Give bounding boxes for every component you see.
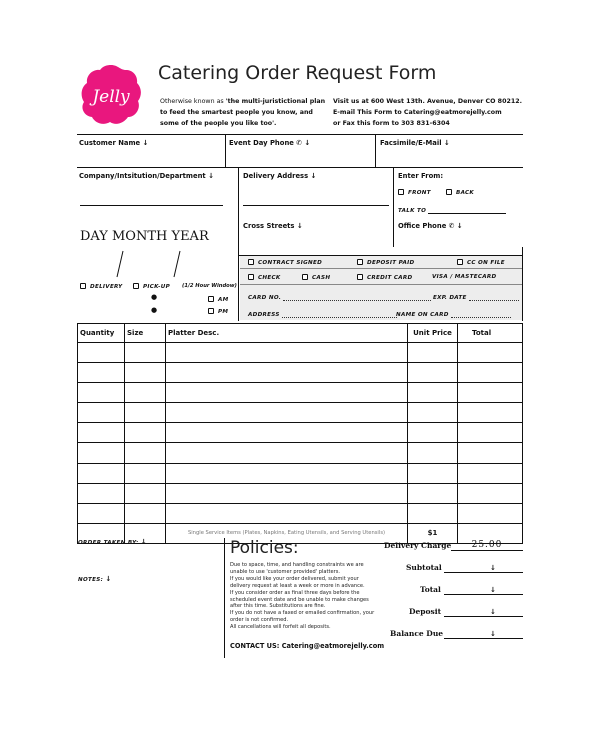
talk-to-label: TALK TO <box>398 206 506 214</box>
policies-title: Policies: <box>230 538 299 558</box>
contact-info <box>333 96 528 129</box>
back-option[interactable]: BACK <box>446 189 474 196</box>
credit-card-option[interactable]: CREDIT CARD <box>357 274 412 281</box>
visit-fax: or Fax this form to 303 831-6304 <box>333 120 450 127</box>
header-size: Size <box>125 324 166 343</box>
balance-due-field[interactable] <box>444 629 523 639</box>
table-row <box>78 503 523 523</box>
table-row <box>78 383 523 403</box>
header-unit-price: Unit Price <box>408 324 458 343</box>
table-row <box>78 343 523 363</box>
down-arrow-icon: ↓ <box>490 630 496 638</box>
policy-item: Due to space, time, and handling constraints we are unable to use 'customer provided' platters. <box>230 562 364 575</box>
phone-icon: ✆ <box>296 139 302 147</box>
event-day-phone-field[interactable] <box>229 150 371 162</box>
card-no-label: CARD NO. <box>248 293 431 301</box>
delivery-charge-label: Delivery Charge <box>384 541 452 550</box>
front-checkbox <box>398 189 404 195</box>
policy-item: If you consider order as final three days before the scheduled event date and be unable to make changes after this time. Substitutions are fine. <box>230 589 369 610</box>
event-day-phone-label: Event Day Phone ✆ ↓ <box>229 139 311 147</box>
policy-item: All cancellations will forfeit all deposits. <box>230 624 331 631</box>
table-row <box>78 363 523 383</box>
cash-option[interactable]: CASH <box>302 274 330 281</box>
jelly-logo <box>78 62 144 128</box>
check-checkbox <box>248 274 254 280</box>
exp-date-label: EXP. DATE <box>433 293 519 301</box>
tagline <box>160 96 328 129</box>
company-label: Company/Intsitution/Department ↓ <box>79 172 214 180</box>
enter-from-label: Enter From: <box>398 172 444 180</box>
policy-item: If you would like your order delivered, submit your delivery request at least a week or more in advance. <box>230 575 365 589</box>
table-row <box>78 443 523 463</box>
credit-card-checkbox <box>357 274 363 280</box>
facsimile-field[interactable] <box>380 150 520 162</box>
date-heading: DAY MONTH YEAR <box>80 229 209 244</box>
pm-option[interactable]: PM <box>208 308 228 315</box>
customer-name-label: Customer Name ↓ <box>79 139 149 147</box>
office-phone-field[interactable] <box>398 232 518 244</box>
down-arrow-icon: ↓ <box>490 608 496 616</box>
table-row <box>78 423 523 443</box>
back-checkbox <box>446 189 452 195</box>
visit-email: E-mail This Form to Catering@eatmorejelly.com <box>333 109 502 116</box>
delivery-charge-value[interactable]: 25.00 <box>451 540 523 551</box>
deposit-paid-checkbox <box>357 259 363 265</box>
pickup-checkbox <box>133 283 139 289</box>
contract-signed-option[interactable]: CONTRACT SIGNED <box>248 259 322 266</box>
single-service-price: $1 <box>408 523 458 543</box>
front-option[interactable]: FRONT <box>398 189 431 196</box>
deposit-paid-option[interactable]: DEPOSIT PAID <box>357 259 414 266</box>
down-arrow-icon: ↓ <box>490 564 496 572</box>
bullet-icon: ● <box>151 306 158 314</box>
form-title: Catering Order Request Form <box>158 62 437 84</box>
notes-label: NOTES: ↓ <box>78 575 112 583</box>
pm-checkbox <box>208 308 214 314</box>
delivery-address-field[interactable] <box>243 190 389 204</box>
pickup-option[interactable]: PICK-UP <box>133 283 170 290</box>
date-slashes <box>110 250 190 280</box>
company-field[interactable] <box>80 192 223 204</box>
delivery-checkbox <box>80 283 86 289</box>
subtotal-label: Subtotal <box>406 563 442 572</box>
cash-checkbox <box>302 274 308 280</box>
phone-icon: ✆ <box>448 222 455 230</box>
header-platter-desc: Platter Desc. <box>166 324 408 343</box>
order-taken-by-label: ORDER TAKEN BY: ↓ <box>78 538 147 546</box>
tagline-quote: 'the multi-juristictional plan to feed the smartest people you know, and some of the people you like too'. <box>160 98 326 127</box>
address-label: ADDRESS <box>248 310 397 318</box>
hour-window-note: (1/2 Hour Window) <box>182 283 237 289</box>
visit-address: Visit us at 600 West 13th. Avenue, Denver CO 80212. <box>333 98 522 105</box>
down-arrow-icon: ↓ <box>490 586 496 594</box>
table-row <box>78 463 523 483</box>
down-arrow-icon: ↓ <box>142 139 149 147</box>
name-on-card-field[interactable] <box>451 310 511 318</box>
policy-item: If you do not have a faxed or emailed confirmation, your order is not confirmed. <box>230 610 375 624</box>
contact-email: CONTACT US: Catering@eatmorejelly.com <box>230 642 385 650</box>
subtotal-field[interactable] <box>444 563 523 573</box>
deposit-label: Deposit <box>409 607 442 616</box>
cross-streets-label: Cross Streets ↓ <box>243 222 303 230</box>
address-field[interactable] <box>282 310 397 318</box>
am-option[interactable]: AM <box>208 296 229 303</box>
policies-list <box>230 562 380 631</box>
single-service-label: Single Service Items (Plates, Napkins, Eating Utensils, and Serving Utensils) <box>166 523 408 543</box>
exp-date-field[interactable] <box>469 293 519 301</box>
check-option[interactable]: CHECK <box>248 274 281 281</box>
header-total: Total <box>458 324 523 343</box>
cc-on-file-checkbox <box>457 259 463 265</box>
delivery-address-label: Delivery Address ↓ <box>243 172 317 180</box>
name-on-card-label: NAME ON CARD <box>396 310 511 318</box>
balance-due-label: Balance Due <box>390 629 444 638</box>
contract-signed-checkbox <box>248 259 254 265</box>
tagline-prefix: Otherwise known as <box>160 98 226 105</box>
card-no-field[interactable] <box>283 293 431 301</box>
office-phone-label: Office Phone ✆ ↓ <box>398 222 463 230</box>
bullet-icon: ● <box>151 293 158 301</box>
customer-name-field[interactable] <box>79 150 221 162</box>
facsimile-label: Facsimile/E-Mail ↓ <box>380 139 450 147</box>
order-items-table <box>77 323 523 544</box>
logo-text: Jelly <box>92 87 130 107</box>
delivery-option[interactable]: DELIVERY <box>80 283 123 290</box>
total-label: Total <box>420 585 441 594</box>
visa-mastercard-label: VISA / MASTECARD <box>432 274 497 280</box>
cross-streets-field[interactable] <box>243 232 389 244</box>
header-quantity: Quantity <box>78 324 125 343</box>
table-header-row <box>78 324 523 343</box>
table-row <box>78 483 523 503</box>
deposit-field[interactable] <box>444 607 523 617</box>
talk-to-field[interactable] <box>428 206 506 214</box>
cc-on-file-option[interactable]: CC ON FILE <box>457 259 505 266</box>
total-field[interactable] <box>444 585 523 595</box>
am-checkbox <box>208 296 214 302</box>
table-row <box>78 403 523 423</box>
